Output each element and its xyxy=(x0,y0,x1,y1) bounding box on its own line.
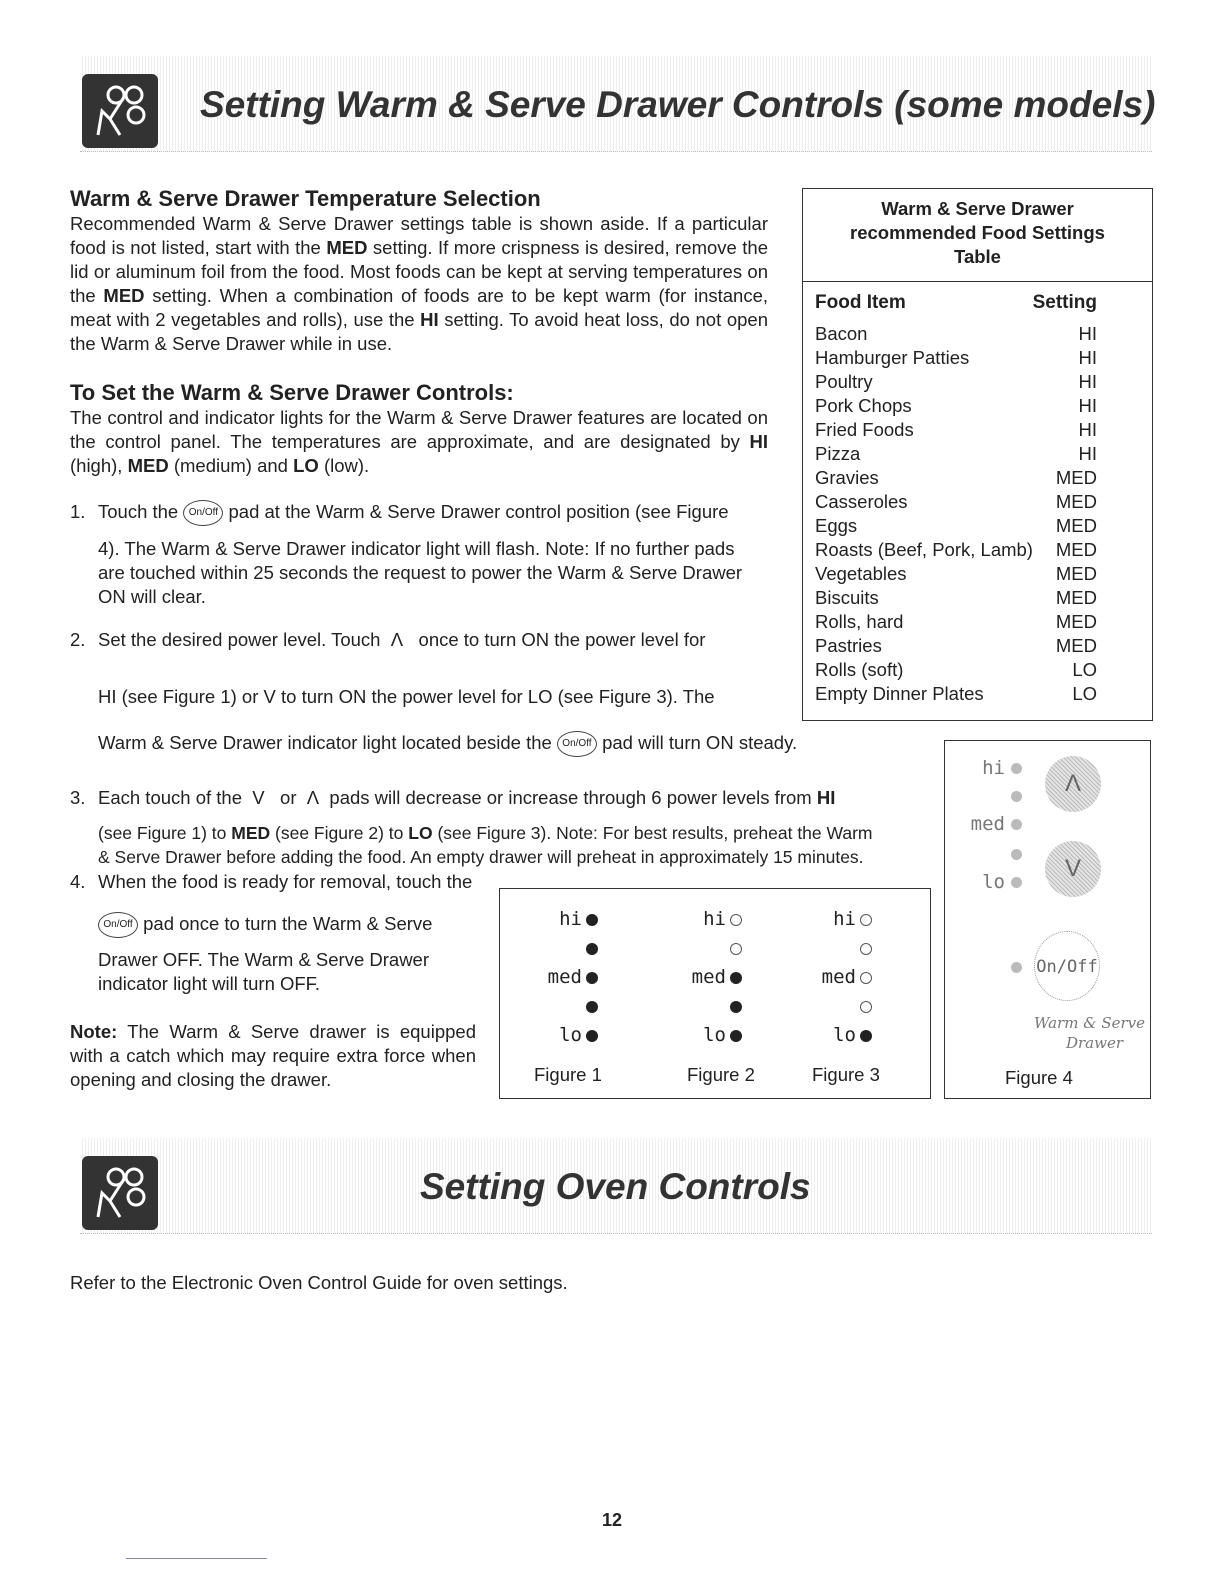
controls-section xyxy=(70,380,768,478)
table-header: Food Item Setting xyxy=(815,292,1097,313)
indicator-light xyxy=(730,914,742,926)
indicator-light xyxy=(586,914,598,926)
med-label: med xyxy=(970,813,1005,835)
level-label: hi xyxy=(703,908,726,930)
figure-caption: Figure 3 xyxy=(812,1064,880,1085)
food-item: Hamburger Patties xyxy=(815,347,970,368)
indicator-light xyxy=(586,943,598,955)
table-row xyxy=(803,346,1152,370)
figures-1-3 xyxy=(499,888,931,1099)
table-row xyxy=(803,658,1152,682)
level-label: med xyxy=(547,966,582,988)
on-off-pad-icon: On/Off xyxy=(183,500,223,526)
food-item: Pizza xyxy=(815,443,861,464)
table-row xyxy=(803,682,1152,706)
setting: MED xyxy=(1055,539,1097,560)
figure-3 xyxy=(762,905,872,1050)
table-row xyxy=(803,562,1152,586)
on-off-pad-icon: On/Off xyxy=(98,912,138,938)
table-row xyxy=(803,610,1152,634)
table-row xyxy=(803,634,1152,658)
indicator-light xyxy=(586,972,598,984)
indicator-light xyxy=(586,1030,598,1042)
setting: MED xyxy=(1055,587,1097,608)
indicator-light xyxy=(1011,962,1022,973)
food-item: Bacon xyxy=(815,323,868,344)
up-arrow-icon: Λ xyxy=(390,629,404,650)
table-title: Warm & Serve Drawer recommended Food Settings Table xyxy=(803,189,1152,282)
level-label: lo xyxy=(703,1024,726,1046)
figure-2 xyxy=(632,905,742,1050)
setting: MED xyxy=(1055,491,1097,512)
setting: HI xyxy=(1078,371,1097,392)
section-heading: To Set the Warm & Serve Drawer Controls: xyxy=(70,380,514,405)
setting: MED xyxy=(1055,563,1097,584)
figure-4-control-panel xyxy=(944,740,1151,1099)
oven-controls-text: Refer to the Electronic Oven Control Guide for oven settings. xyxy=(70,1272,568,1293)
up-pad-button[interactable]: Λ xyxy=(1045,756,1101,812)
setting: HI xyxy=(1078,395,1097,416)
setting: MED xyxy=(1055,611,1097,632)
indicator-light xyxy=(860,972,872,984)
level-label: med xyxy=(821,966,856,988)
food-item: Pastries xyxy=(815,635,882,656)
food-item: Rolls (soft) xyxy=(815,659,904,680)
food-settings-table xyxy=(802,188,1153,721)
indicator-light xyxy=(860,943,872,955)
paragraph: The control and indicator lights for the Warm & Serve Drawer features are located on the control panel. The temperatures are approximate, and are designated by HI (high), MED (medium) and LO (low). xyxy=(70,407,768,476)
level-label: hi xyxy=(833,908,856,930)
table-row xyxy=(803,514,1152,538)
indicator-light xyxy=(730,1001,742,1013)
setting: HI xyxy=(1078,419,1097,440)
food-item: Biscuits xyxy=(815,587,879,608)
table-row xyxy=(803,394,1152,418)
lo-label: lo xyxy=(982,871,1005,893)
up-arrow-icon: Λ xyxy=(306,787,320,808)
indicator-light xyxy=(1011,819,1022,830)
indicator-light xyxy=(860,1001,872,1013)
level-label: lo xyxy=(833,1024,856,1046)
setting: LO xyxy=(1072,659,1097,680)
drawer-label: Warm & Serve Drawer xyxy=(1033,1014,1145,1052)
page-number: 12 xyxy=(601,1510,623,1530)
section-title: Setting Warm & Serve Drawer Controls (some models) xyxy=(200,84,1156,125)
food-item: Vegetables xyxy=(815,563,907,584)
indicator-light xyxy=(586,1001,598,1013)
figure-1 xyxy=(488,905,598,1050)
indicator-light xyxy=(730,1030,742,1042)
table-row xyxy=(803,490,1152,514)
section-title: Setting Oven Controls xyxy=(420,1166,811,1207)
food-item: Poultry xyxy=(815,371,873,392)
food-item: Pork Chops xyxy=(815,395,912,416)
table-row xyxy=(803,586,1152,610)
indicator-light xyxy=(730,943,742,955)
setting: HI xyxy=(1078,347,1097,368)
food-item: Gravies xyxy=(815,467,879,488)
paragraph: Recommended Warm & Serve Drawer settings table is shown aside. If a particular food is not listed, start with the MED setting. If more crispness is desired, remove the lid or aluminum foil from the food. Most foods can be kept at serving temperatures on the MED setting. When a combination of foods are to be kept warm (for instance, meat with 2 vegetables and rolls), use the HI setting. To avoid heat loss, do not open the Warm & Serve Drawer while in use. xyxy=(70,213,769,354)
note: Note: The Warm & Serve drawer is equipped with a catch which may require extra force when opening and closing the drawer. xyxy=(70,1021,476,1090)
indicator-light xyxy=(860,1030,872,1042)
indicator-light xyxy=(1011,763,1022,774)
indicator-light xyxy=(1011,849,1022,860)
figure-caption: Figure 1 xyxy=(534,1064,602,1085)
indicator-light xyxy=(860,914,872,926)
indicator-light xyxy=(730,972,742,984)
level-label: lo xyxy=(559,1024,582,1046)
section-banner xyxy=(80,1138,1152,1234)
setting: HI xyxy=(1078,443,1097,464)
food-item: Roasts (Beef, Pork, Lamb) xyxy=(815,539,1033,560)
indicator-light xyxy=(1011,877,1022,888)
level-label: hi xyxy=(559,908,582,930)
table-row xyxy=(803,538,1152,562)
table-row xyxy=(803,418,1152,442)
temperature-section xyxy=(70,186,768,356)
food-item: Eggs xyxy=(815,515,858,536)
section-heading: Warm & Serve Drawer Temperature Selection xyxy=(70,186,541,211)
setting: MED xyxy=(1055,635,1097,656)
table-row xyxy=(803,322,1152,346)
setting: MED xyxy=(1055,467,1097,488)
indicator-light xyxy=(1011,791,1022,802)
hand-touch-icon xyxy=(82,74,158,148)
section-banner xyxy=(80,56,1156,152)
on-off-pad-icon: On/Off xyxy=(557,731,597,757)
food-item: Rolls, hard xyxy=(815,611,904,632)
table-row xyxy=(803,442,1152,466)
food-item: Fried Foods xyxy=(815,419,914,440)
down-pad-button[interactable]: V xyxy=(1045,841,1101,897)
level-label: med xyxy=(691,966,726,988)
down-arrow-icon: V xyxy=(263,686,276,707)
setting: HI xyxy=(1078,323,1097,344)
hand-touch-icon xyxy=(82,1156,158,1230)
hi-label: hi xyxy=(982,757,1005,779)
food-item: Empty Dinner Plates xyxy=(815,683,984,704)
footer-rule xyxy=(126,1558,267,1559)
on-off-pad-button[interactable]: On/Off xyxy=(1034,931,1100,1001)
table-row xyxy=(803,466,1152,490)
setting: LO xyxy=(1072,683,1097,704)
down-arrow-icon: V xyxy=(252,787,265,808)
food-item: Casseroles xyxy=(815,491,908,512)
figure-caption: Figure 4 xyxy=(1005,1067,1073,1088)
setting: MED xyxy=(1055,515,1097,536)
figure-caption: Figure 2 xyxy=(687,1064,755,1085)
table-row xyxy=(803,370,1152,394)
